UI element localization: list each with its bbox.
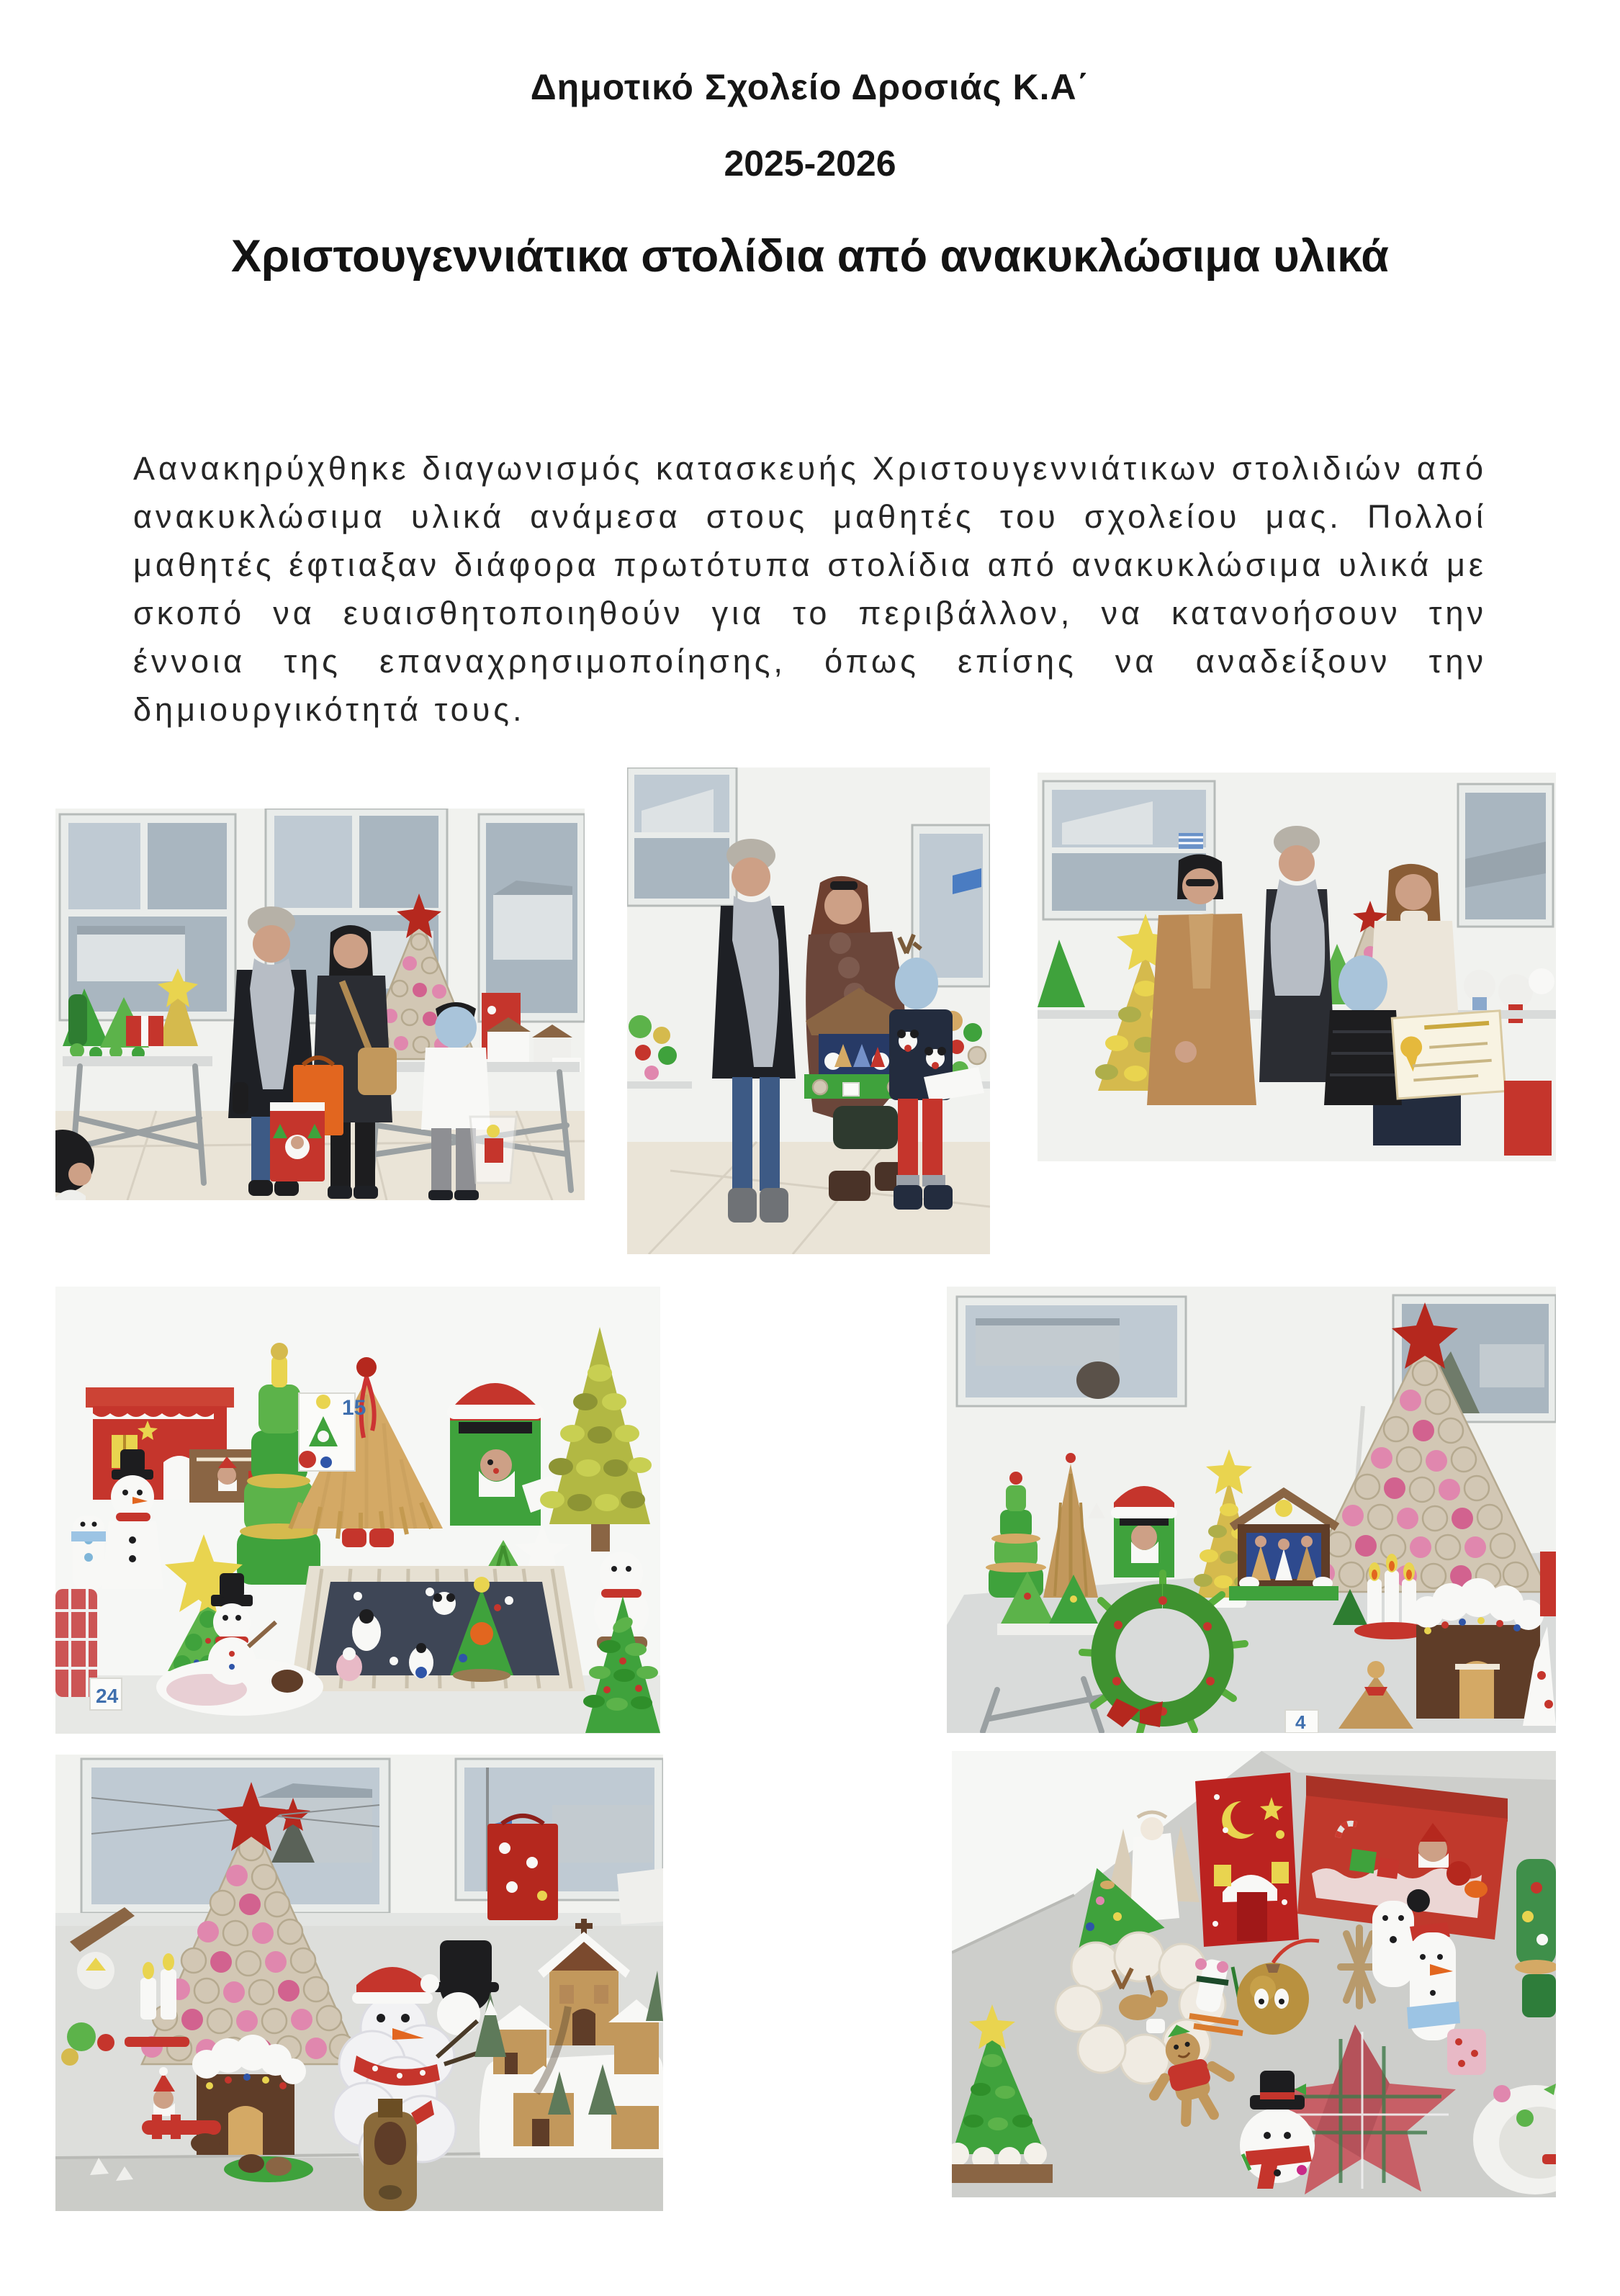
photo-nativity-award (627, 767, 990, 1254)
green-gift-bag-elf (1111, 1486, 1177, 1577)
card-number-4: 4 (1295, 1711, 1306, 1733)
pink-trinket (1493, 2085, 1511, 2102)
window-ledge (55, 1913, 663, 1926)
camera (233, 1082, 248, 1114)
photo-4-illustration (55, 1287, 660, 1734)
concrete-ledge (55, 2158, 663, 2211)
red-bag (1504, 1081, 1552, 1156)
card-number-24: 24 (96, 1685, 119, 1707)
photo-group-gifts (55, 809, 585, 1200)
photo-certificate-group (1038, 773, 1556, 1161)
windows (81, 1759, 663, 1913)
red-stocking-edge (1540, 1552, 1556, 1616)
sunglasses (830, 881, 858, 890)
photo-crafts-closeup (55, 1287, 660, 1734)
photo-windowsill-crafts (55, 1755, 663, 2211)
blurred-face (1338, 955, 1387, 1013)
photo-5-illustration (947, 1287, 1556, 1733)
photo-overhead-table (952, 1751, 1556, 2197)
tan-bag (358, 1048, 397, 1095)
red-house-box (1195, 1773, 1299, 1947)
reflection-person (1076, 1361, 1120, 1399)
pinecone (271, 1670, 303, 1693)
card-number-15: 15 (342, 1396, 366, 1420)
intro-paragraph: Αανακηρύχθηκε διαγωνισμός κατασκευής Χριστουγεννιάτικων στολιδιών από ανακυκλώσιμα υλικά ανάμεσα στους μαθητές του σχολείου μας. Πολλοί μαθητές έφτιαξαν διάφορα πρωτότυπα στολίδια από ανακυκλώσιμα υλικά με σκοπό να ευαισθητοποιηθούν για το περιβάλλον, να κατανοήσουν την έννοια της επαναχρησιμοποίησης, όπως επίσης να αναδείξουν την δημιουργικότητά τους. (133, 450, 1487, 728)
white-bag (617, 1868, 663, 1924)
greek-flag (1179, 833, 1203, 849)
blurred-face (895, 958, 938, 1009)
photo-2-illustration (627, 767, 990, 1254)
red-gift-bag-on-sill (487, 1816, 558, 1920)
photo-1-illustration (55, 809, 585, 1200)
photo-3-illustration (1038, 773, 1556, 1161)
school-year-heading: 2025-2026 (724, 143, 896, 184)
glasses (1186, 879, 1215, 886)
photo-6-illustration (55, 1755, 663, 2211)
certificate (1392, 1011, 1505, 1099)
page-title: Χριστουγεννιάτικα στολίδια από ανακυκλώσιμα υλικά (231, 231, 1389, 282)
photo-crafts-table (947, 1287, 1556, 1733)
school-name-heading: Δημοτικό Σχολείο Δροσιάς Κ.Α΄ (530, 67, 1090, 107)
blurred-face (435, 1007, 477, 1048)
bottle-snowman (71, 1516, 106, 1590)
photo-7-illustration (952, 1751, 1556, 2197)
